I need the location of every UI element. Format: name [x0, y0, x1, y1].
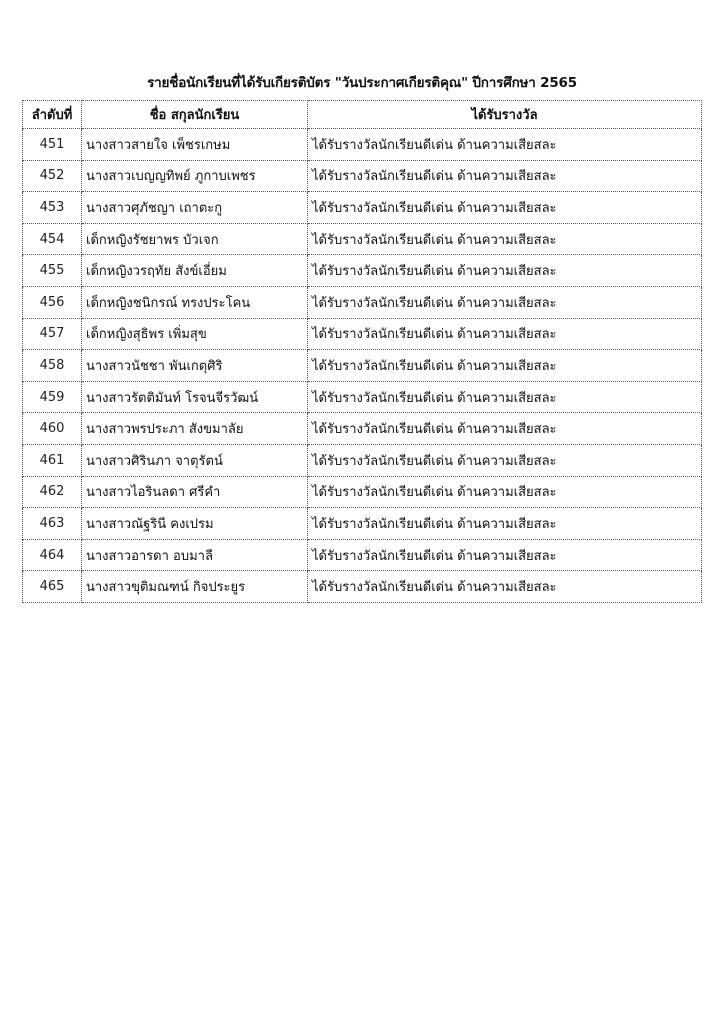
- cell-name: เด็กหญิงวรฤทัย สังข์เอี่ยม: [82, 255, 308, 287]
- table-row: [23, 192, 702, 224]
- table-row: [23, 318, 702, 350]
- cell-award: ได้รับรางวัลนักเรียนดีเด่น ด้านความเสียสละ: [308, 286, 702, 318]
- cell-order: 464: [23, 539, 82, 571]
- cell-award: ได้รับรางวัลนักเรียนดีเด่น ด้านความเสียสละ: [308, 444, 702, 476]
- table-row: [23, 444, 702, 476]
- cell-name: นางสาวรัตติมันท์ โรจนจีรวัฒน์: [82, 381, 308, 413]
- cell-order: 459: [23, 381, 82, 413]
- table-row: [23, 160, 702, 192]
- cell-order: 453: [23, 192, 82, 224]
- cell-name: เด็กหญิงรัชยาพร บัวเจก: [82, 223, 308, 255]
- cell-name: เด็กหญิงชนิกรณ์ ทรงประโคน: [82, 286, 308, 318]
- cell-name: นางสาวณัฐรินี คงเปรม: [82, 508, 308, 540]
- cell-order: 455: [23, 255, 82, 287]
- page-title: รายชื่อนักเรียนที่ได้รับเกียรติบัตร "วันประกาศเกียรติคุณ" ปีการศึกษา 2565: [147, 75, 577, 91]
- cell-award: ได้รับรางวัลนักเรียนดีเด่น ด้านความเสียสละ: [308, 476, 702, 508]
- table-row: [23, 223, 702, 255]
- header-order: ลำดับที่: [23, 101, 82, 129]
- cell-order: 451: [23, 129, 82, 161]
- cell-name: เด็กหญิงสุธิพร เพิ่มสุข: [82, 318, 308, 350]
- cell-award: ได้รับรางวัลนักเรียนดีเด่น ด้านความเสียสละ: [308, 381, 702, 413]
- cell-award: ได้รับรางวัลนักเรียนดีเด่น ด้านความเสียสละ: [308, 129, 702, 161]
- table-row: [23, 381, 702, 413]
- table-row: [23, 255, 702, 287]
- cell-name: นางสาวไอรินลดา ศรีคำ: [82, 476, 308, 508]
- table-header-row: [23, 101, 702, 129]
- cell-order: 454: [23, 223, 82, 255]
- cell-order: 458: [23, 350, 82, 382]
- table-row: [23, 286, 702, 318]
- cell-award: ได้รับรางวัลนักเรียนดีเด่น ด้านความเสียสละ: [308, 223, 702, 255]
- cell-award: ได้รับรางวัลนักเรียนดีเด่น ด้านความเสียสละ: [308, 508, 702, 540]
- cell-award: ได้รับรางวัลนักเรียนดีเด่น ด้านความเสียสละ: [308, 318, 702, 350]
- cell-award: ได้รับรางวัลนักเรียนดีเด่น ด้านความเสียสละ: [308, 413, 702, 445]
- cell-order: 452: [23, 160, 82, 192]
- table-row: [23, 571, 702, 603]
- cell-name: นางสาวศิรินภา จาตุรัตน์: [82, 444, 308, 476]
- cell-award: ได้รับรางวัลนักเรียนดีเด่น ด้านความเสียสละ: [308, 255, 702, 287]
- cell-order: 463: [23, 508, 82, 540]
- header-award: ได้รับรางวัล: [308, 101, 702, 129]
- cell-name: นางสาวเบญญทิพย์ ภูกาบเพชร: [82, 160, 308, 192]
- table-row: [23, 508, 702, 540]
- cell-order: 461: [23, 444, 82, 476]
- cell-award: ได้รับรางวัลนักเรียนดีเด่น ด้านความเสียสละ: [308, 160, 702, 192]
- cell-name: นางสาวสายใจ เพ็ชรเกษม: [82, 129, 308, 161]
- cell-award: ได้รับรางวัลนักเรียนดีเด่น ด้านความเสียสละ: [308, 350, 702, 382]
- cell-award: ได้รับรางวัลนักเรียนดีเด่น ด้านความเสียสละ: [308, 571, 702, 603]
- table-row: [23, 413, 702, 445]
- header-name: ชื่อ สกุลนักเรียน: [82, 101, 308, 129]
- table-row: [23, 476, 702, 508]
- cell-order: 457: [23, 318, 82, 350]
- cell-order: 462: [23, 476, 82, 508]
- cell-award: ได้รับรางวัลนักเรียนดีเด่น ด้านความเสียสละ: [308, 192, 702, 224]
- cell-name: นางสาวนัชชา พันเกตุศิริ: [82, 350, 308, 382]
- cell-name: นางสาวศุภัชญา เถาตะกู: [82, 192, 308, 224]
- table-row: [23, 350, 702, 382]
- table-row: [23, 539, 702, 571]
- cell-award: ได้รับรางวัลนักเรียนดีเด่น ด้านความเสียสละ: [308, 539, 702, 571]
- cell-name: นางสาวพรประภา สังขมาลัย: [82, 413, 308, 445]
- cell-order: 456: [23, 286, 82, 318]
- table-row: [23, 129, 702, 161]
- cell-order: 460: [23, 413, 82, 445]
- award-table: [22, 100, 702, 603]
- cell-name: นางสาวอารดา อบมาลี: [82, 539, 308, 571]
- cell-order: 465: [23, 571, 82, 603]
- cell-name: นางสาวขุติมณฑน์ กิจประยูร: [82, 571, 308, 603]
